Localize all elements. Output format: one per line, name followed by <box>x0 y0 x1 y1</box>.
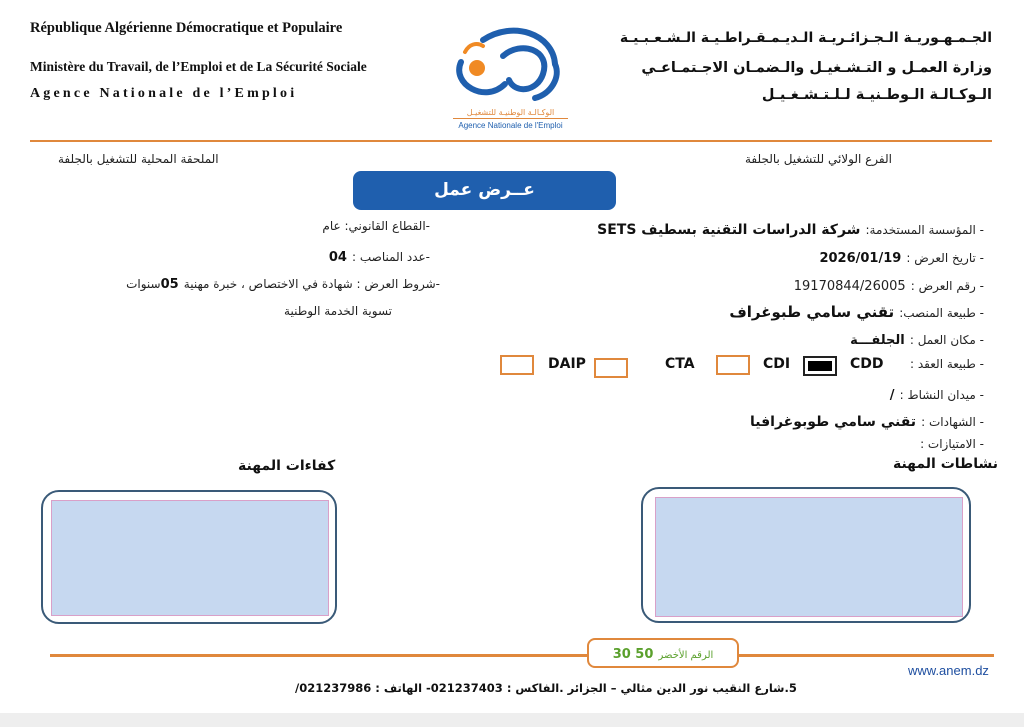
footer-line-left <box>50 654 587 657</box>
field-diplomas <box>750 411 984 430</box>
field-privileges-label: - الامتيازات : <box>920 437 984 451</box>
field-positions-label: -عدد المناصب : <box>352 250 430 264</box>
field-activity-value: / <box>889 388 895 403</box>
field-employer <box>597 219 984 238</box>
branch-left: الملحقة المحلية للتشغيل بالجلفة <box>58 152 219 166</box>
field-conditions <box>126 273 440 292</box>
field-diplomas-value: تقني سامي طوبوغرافيا <box>750 414 917 430</box>
header-ar-ministry: وزارة العمـل و التـشـغيـل والـضمـان الاجـتمـاعـي <box>641 60 992 76</box>
header-fr-republic: République Algérienne Démocratique et Populaire <box>30 20 343 36</box>
activities-content[interactable] <box>655 497 963 617</box>
contract-cta-label: CTA <box>665 356 695 372</box>
skills-title: كفاءات المهنة <box>238 458 336 474</box>
logo-ar-text: الوكـالـة الوطنيـة للتشغيـل <box>466 108 555 117</box>
website-link[interactable]: www.anem.dz <box>908 663 989 678</box>
footer-address: 5.شارع النقيب نور الدين مثالي – الجزائر .الفاكس : 021237403- الهاتف : 021237986/ <box>295 681 797 695</box>
green-number-value: 30 50 <box>612 647 654 662</box>
contract-cta-checkbox[interactable] <box>594 358 628 378</box>
green-number-label: الرقم الأخضر <box>658 650 714 661</box>
skills-panel <box>41 490 337 624</box>
activities-title: نشاطات المهنة <box>892 456 998 472</box>
field-positions-value: 04 <box>328 250 347 265</box>
job-offer-banner: عــرض عمل <box>353 171 616 210</box>
header-ar-republic: الجـمـهـوريـة الـجـزائـريـة الـديـمـقـراطـيـة الـشـعـبـيـة <box>619 30 992 46</box>
header-fr-agency: Agence Nationale de l’Emploi <box>30 86 298 101</box>
contract-daip-checkbox[interactable] <box>500 355 534 375</box>
branch-right: الفرع الولائي للتشغيل بالجلفة <box>745 152 892 166</box>
field-employer-value: شركة الدراسات التقنية بسطيف SETS <box>597 222 861 238</box>
logo-fr-text: Agence Nationale de l'Emploi <box>458 121 563 130</box>
activities-panel <box>641 487 971 623</box>
field-workplace-label: - مكان العمل : <box>909 333 984 347</box>
field-position-value: تقني سامي طبوغراف <box>729 303 895 321</box>
field-offer-number-label: - رقم العرض : <box>910 279 984 293</box>
footer-line-right <box>739 654 994 657</box>
field-workplace-value: الجلفـــة <box>850 333 905 348</box>
field-date-value: 2026/01/19 <box>819 251 902 266</box>
field-date-label: - تاريخ العرض : <box>906 251 984 265</box>
field-conditions-label: -شروط العرض : شهادة في الاختصاص ، خبرة مهنية <box>183 277 440 291</box>
field-activity-label: - ميدان النشاط : <box>899 388 984 402</box>
skills-content[interactable] <box>51 500 329 616</box>
contract-cdd-label: CDD <box>850 356 884 372</box>
header-divider <box>30 140 992 142</box>
field-conditions-value: 05 <box>160 277 179 292</box>
contract-daip-label: DAIP <box>548 356 586 372</box>
contract-cdi-checkbox[interactable] <box>716 355 750 375</box>
field-positions <box>329 246 430 265</box>
field-workplace <box>850 329 984 348</box>
field-offer-number-value: 19170844/26005 <box>793 279 906 294</box>
anem-logo-icon <box>443 22 578 112</box>
field-conditions-unit: سنوات <box>126 277 161 291</box>
logo-divider <box>453 118 568 119</box>
field-employer-label: - المؤسسة المستخدمة: <box>865 223 984 237</box>
field-position <box>729 302 984 321</box>
header-ar-agency: الـوكـالـة الـوطـنيـة لـلـتـشـغـيـل <box>761 87 992 103</box>
bottom-bar <box>0 713 1024 727</box>
field-legal-sector: -القطاع القانوني: عام <box>322 219 430 233</box>
contract-cdd-checkbox[interactable] <box>803 356 837 376</box>
header-fr-ministry: Ministère du Travail, de l’Emploi et de La Sécurité Sociale <box>30 59 367 74</box>
field-national-service: تسوية الخدمة الوطنية <box>284 304 392 318</box>
green-number-box <box>587 638 739 668</box>
field-diplomas-label: - الشهادات : <box>921 415 984 429</box>
contract-label: - طبيعة العقد : <box>910 357 984 371</box>
field-position-label: - طبيعة المنصب: <box>899 306 984 320</box>
field-date <box>819 247 984 266</box>
anem-logo <box>443 22 578 137</box>
field-offer-number <box>794 275 984 294</box>
contract-cdi-label: CDI <box>763 356 791 372</box>
field-activity <box>890 384 984 403</box>
